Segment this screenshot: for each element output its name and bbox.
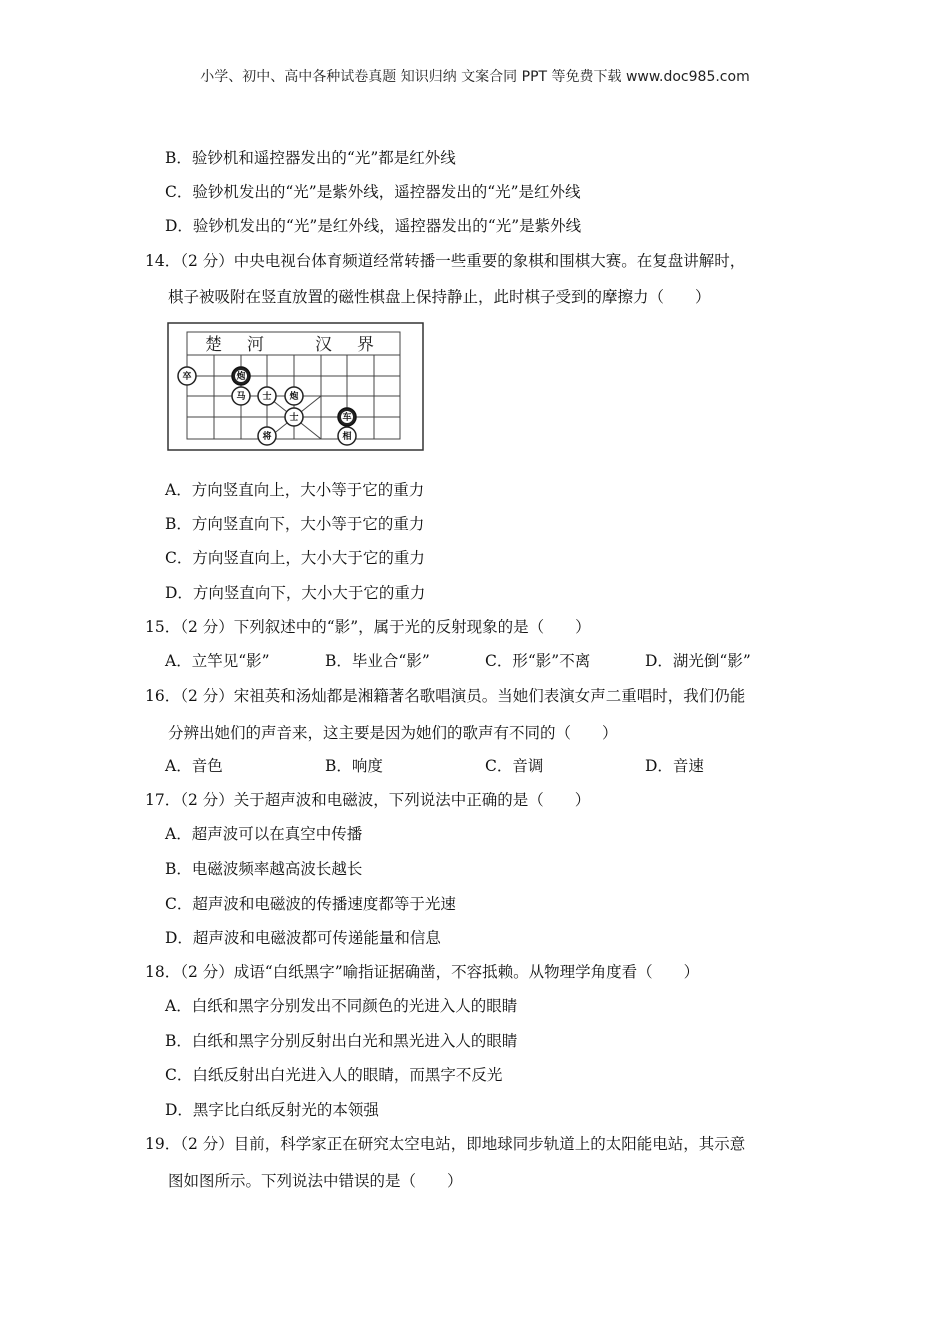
svg-text:士: 士 (262, 392, 272, 402)
q14-option-c: C．方向竖直向上，大小大于它的重力 (165, 549, 425, 567)
q15-stem (145, 617, 591, 637)
q18-option-d: D．黑字比白纸反射光的本领强 (165, 1101, 379, 1119)
page-header: 小学、初中、高中各种试卷真题 知识归纳 文案合同 PPT 等免费下载 www.doc985.com (200, 69, 750, 85)
q17-stem (145, 790, 590, 810)
chess-piece (178, 367, 196, 385)
q16-number: 16． (145, 687, 181, 705)
q16-option-a: A．音色 (165, 757, 223, 775)
q14-option-b: B．方向竖直向下，大小等于它的重力 (165, 515, 425, 533)
svg-text:相: 相 (342, 432, 352, 442)
q15-option-c: C．形“影”不离 (485, 652, 591, 670)
q13-option-b: B．验钞机和遥控器发出的“光”都是红外线 (165, 149, 456, 167)
q14-number: 14． (145, 252, 181, 270)
river-text-han: 汉 (315, 335, 332, 355)
chess-piece (232, 387, 250, 405)
q13-option-c: C．验钞机发出的“光”是紫外线，遥控器发出的“光”是红外线 (165, 183, 581, 201)
river-text-jie: 界 (357, 335, 374, 355)
q17-option-c: C．超声波和电磁波的传播速度都等于光速 (165, 895, 456, 913)
q14-option-a: A．方向竖直向上，大小等于它的重力 (165, 481, 425, 499)
q18-option-b: B．白纸和黑字分别反射出白光和黑光进入人的眼睛 (165, 1032, 518, 1050)
q18-stem (145, 962, 699, 982)
q15-options (165, 651, 805, 671)
chess-piece (258, 387, 276, 405)
q17-option-d: D．超声波和电磁波都可传递能量和信息 (165, 929, 441, 947)
q15-number: 15． (145, 618, 181, 636)
svg-text:士: 士 (289, 413, 299, 423)
chess-board-figure (167, 322, 424, 451)
q15-option-a: A．立竿见“影” (165, 652, 270, 670)
q18-number: 18． (145, 963, 181, 981)
chess-board-svg (167, 322, 424, 451)
chess-piece (285, 408, 303, 426)
q16-stem (145, 686, 745, 706)
svg-text:马: 马 (236, 392, 246, 402)
q18-option-a: A．白纸和黑字分别发出不同颜色的光进入人的眼睛 (165, 997, 518, 1015)
svg-text:卒: 卒 (182, 372, 192, 382)
q16-options (165, 756, 805, 776)
river-text-he: 河 (247, 335, 264, 355)
q16-line2: 分辨出她们的声音来，这主要是因为她们的歌声有不同的（ ） (168, 724, 618, 742)
q14-line1: （2 分）中央电视台体育频道经常转播一些重要的象棋和围棋大赛。在复盘讲解时， (180, 252, 746, 270)
q14-option-d: D．方向竖直向下，大小大于它的重力 (165, 584, 426, 602)
q16-line1: （2 分）宋祖英和汤灿都是湘籍著名歌唱演员。当她们表演女声二重唱时，我们仍能 (180, 687, 746, 705)
river-text-chu: 楚 (205, 335, 222, 355)
q15-line1: （2 分）下列叙述中的“影”，属于光的反射现象的是（ ） (180, 618, 591, 636)
svg-text:车: 车 (342, 413, 352, 423)
q17-option-a: A．超声波可以在真空中传播 (165, 825, 363, 843)
q16-option-c: C．音调 (485, 757, 544, 775)
chess-piece (338, 427, 356, 445)
q16-option-b: B．响度 (325, 757, 383, 775)
chess-piece (258, 427, 276, 445)
q19-line2: 图如图所示。下列说法中错误的是（ ） (168, 1172, 463, 1190)
q19-stem (145, 1134, 745, 1154)
svg-text:炮: 炮 (289, 392, 299, 402)
chess-piece (338, 408, 356, 426)
q19-line1: （2 分）目前，科学家正在研究太空电站，即地球同步轨道上的太阳能电站，其示意 (180, 1135, 746, 1153)
q16-option-d: D．音速 (645, 757, 704, 775)
q19-number: 19． (145, 1135, 181, 1153)
q14-stem (145, 251, 745, 271)
q14-line2: 棋子被吸附在竖直放置的磁性棋盘上保持静止，此时棋子受到的摩擦力（ ） (168, 288, 711, 306)
q18-option-c: C．白纸反射出白光进入人的眼睛，而黑字不反光 (165, 1066, 503, 1084)
chess-piece (285, 387, 303, 405)
svg-text:炮: 炮 (236, 372, 246, 382)
svg-text:将: 将 (262, 432, 272, 442)
q13-option-d: D．验钞机发出的“光”是红外线，遥控器发出的“光”是紫外线 (165, 217, 582, 235)
q17-number: 17． (145, 791, 181, 809)
q17-line1: （2 分）关于超声波和电磁波，下列说法中正确的是（ ） (180, 791, 591, 809)
chess-piece (232, 367, 250, 385)
q15-option-b: B．毕业合“影” (325, 652, 430, 670)
q18-line1: （2 分）成语“白纸黑字”喻指证据确凿，不容抵赖。从物理学角度看（ ） (180, 963, 700, 981)
q17-option-b: B．电磁波频率越高波长越长 (165, 860, 363, 878)
q15-option-d: D．湖光倒“影” (645, 652, 751, 670)
